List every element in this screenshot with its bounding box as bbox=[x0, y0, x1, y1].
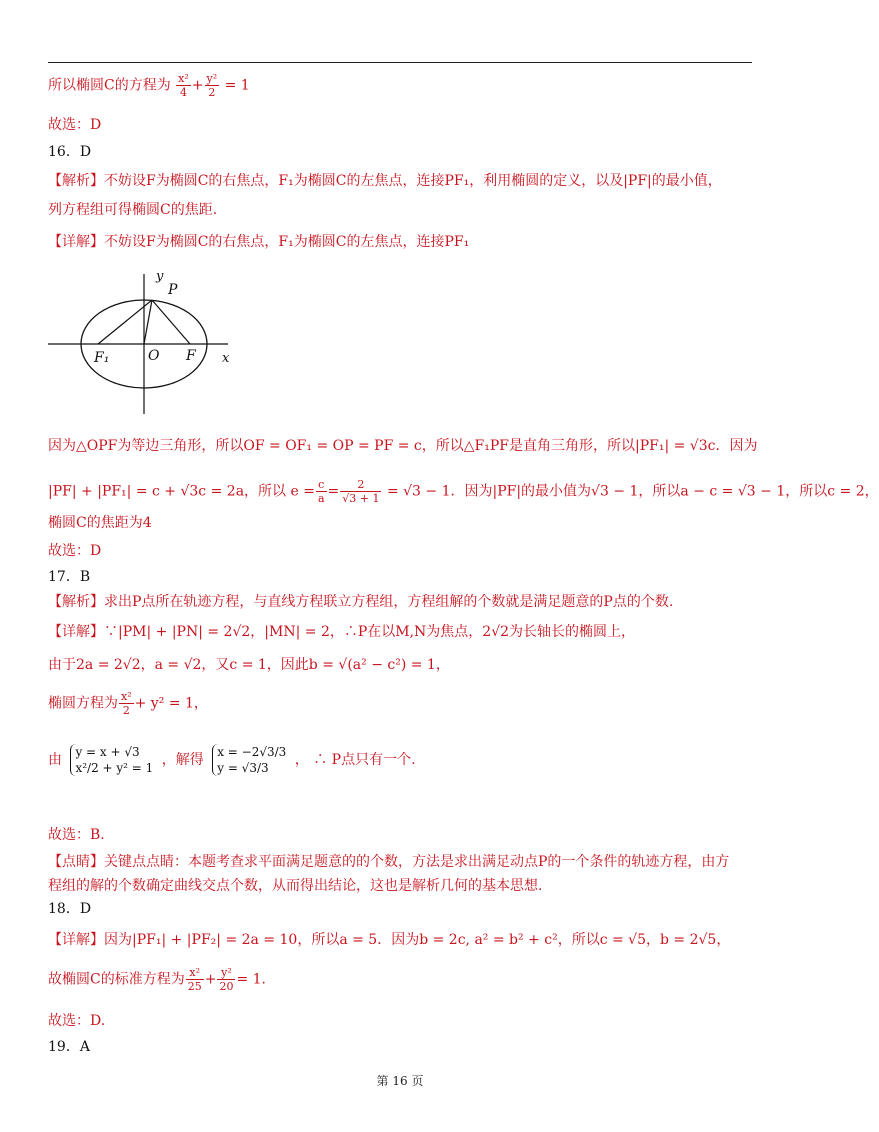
fraction-y2-over-20: $\frac{\text{y²}}{20}$ bbox=[219, 966, 234, 993]
answer-line: 故选：D bbox=[48, 117, 102, 133]
question-16-header: 16．D bbox=[48, 144, 92, 160]
detail-16-line-2: 因为△OPF为等边三角形，所以OF = OF₁ = OP = PF = c，所以△F₁PF是直角三角形，所以|PF₁| = √3c．因为 bbox=[48, 438, 758, 454]
answer-17: 故选：B. bbox=[48, 827, 105, 843]
fraction-x2-over-4: $\frac{\text{x²}}{4}$ bbox=[178, 72, 189, 99]
detail-17-line-4: 由 y = x + √3 x²/2 + y² = 1 ，解得 x = −2√3/3 y = √3/3 ， ∴ P点只有一个. bbox=[48, 745, 416, 775]
label-F: F bbox=[186, 348, 196, 364]
fraction-2-over-sqrt3-plus-1: $\frac{2}{√3 + 1}$ bbox=[342, 478, 380, 505]
detail-16-line-1: 【详解】不妨设F为椭圆C的右焦点，F₁为椭圆C的左焦点，连接PF₁ bbox=[48, 234, 470, 250]
fraction-x2-over-2: $\frac{\text{x²}}{2}$ bbox=[121, 690, 132, 717]
fraction-y2-over-2: $\frac{\text{y²}}{2}$ bbox=[206, 72, 218, 99]
fraction-x2-over-25: $\frac{\text{x²}}{25}$ bbox=[187, 966, 202, 993]
label-P: P bbox=[168, 282, 178, 298]
analysis-16-line-1: 【解析】不妨设F为椭圆C的右焦点，F₁为椭圆C的左焦点，连接PF₁，利用椭圆的定义，以及|PF|的最小值， bbox=[48, 173, 722, 189]
detail-16-line-4: 椭圆C的焦距为4 bbox=[48, 515, 152, 531]
detail-16-line-3: |PF| + |PF₁| = c + √3c = 2a，所以 e = $\frac{c}{a}$ = $\frac{2}{√3 + 1}$ = √3 − 1．因为|PF|的最小值为√3 − 1，所以a − c = √3 − 1，所以c = 2， bbox=[48, 478, 879, 505]
page-number: 第 16 页 bbox=[376, 1074, 424, 1088]
question-17-header: 17．B bbox=[48, 569, 91, 585]
detail-17-line-1: 【详解】∵|PM| + |PN| = 2√2，|MN| = 2，∴P在以M,N为焦点，2√2为长轴长的椭圆上， bbox=[48, 624, 636, 640]
key-point-17-line-1: 【点睛】关键点点睛：本题考查求平面满足题意的的个数，方法是求出满足动点P的一个条件的轨迹方程，由方 bbox=[48, 854, 730, 870]
question-18-header: 18．D bbox=[48, 901, 92, 917]
header-rule bbox=[48, 62, 752, 63]
answer-18: 故选：D. bbox=[48, 1013, 106, 1029]
system-solution: x = −2√3/3 y = √3/3 bbox=[212, 744, 286, 776]
label-O: O bbox=[148, 348, 160, 364]
detail-18-line-1: 【详解】因为|PF₁| + |PF₂| = 2a = 10，所以a = 5．因为b = 2c, a² = b² + c²，所以c = √5，b = 2√5， bbox=[48, 932, 731, 948]
label-x: x bbox=[222, 351, 230, 366]
question-19-header: 19．A bbox=[48, 1039, 90, 1055]
detail-17-line-3: 椭圆方程为 $\frac{\text{x²}}{2}$ + y² = 1， bbox=[48, 690, 208, 717]
key-point-17-line-2: 程组的解的个数确定曲线交点个数，从而得出结论，这也是解析几何的基本思想. bbox=[48, 878, 543, 894]
line-ellipse-equation: 所以椭圆C的方程为 $\frac{\text{x²}}{4}$ + $\frac{\text{y²}}{2}$ = 1 bbox=[48, 72, 250, 99]
segment-PO bbox=[144, 300, 152, 344]
segment-PF bbox=[152, 300, 190, 344]
ellipse-diagram bbox=[48, 268, 248, 420]
label-F1: F₁ bbox=[94, 350, 110, 366]
label-y: y bbox=[156, 269, 164, 284]
fraction-c-over-a: $\frac{c}{a}$ bbox=[317, 478, 325, 505]
analysis-17: 【解析】求出P点所在轨迹方程，与直线方程联立方程组，方程组解的个数就是满足题意的P点的个数. bbox=[48, 594, 674, 610]
answer-16: 故选：D bbox=[48, 543, 102, 559]
detail-18-line-2: 故椭圆C的标准方程为 $\frac{\text{x²}}{25}$ + $\frac{\text{y²}}{20}$ = 1． bbox=[48, 966, 276, 993]
detail-17-line-2: 由于2a = 2√2，a = √2，又c = 1，因此b = √(a² − c²) = 1， bbox=[48, 657, 450, 673]
analysis-16-line-2: 列方程组可得椭圆C的焦距. bbox=[48, 202, 218, 218]
system-of-equations: y = x + √3 x²/2 + y² = 1 bbox=[70, 744, 153, 776]
